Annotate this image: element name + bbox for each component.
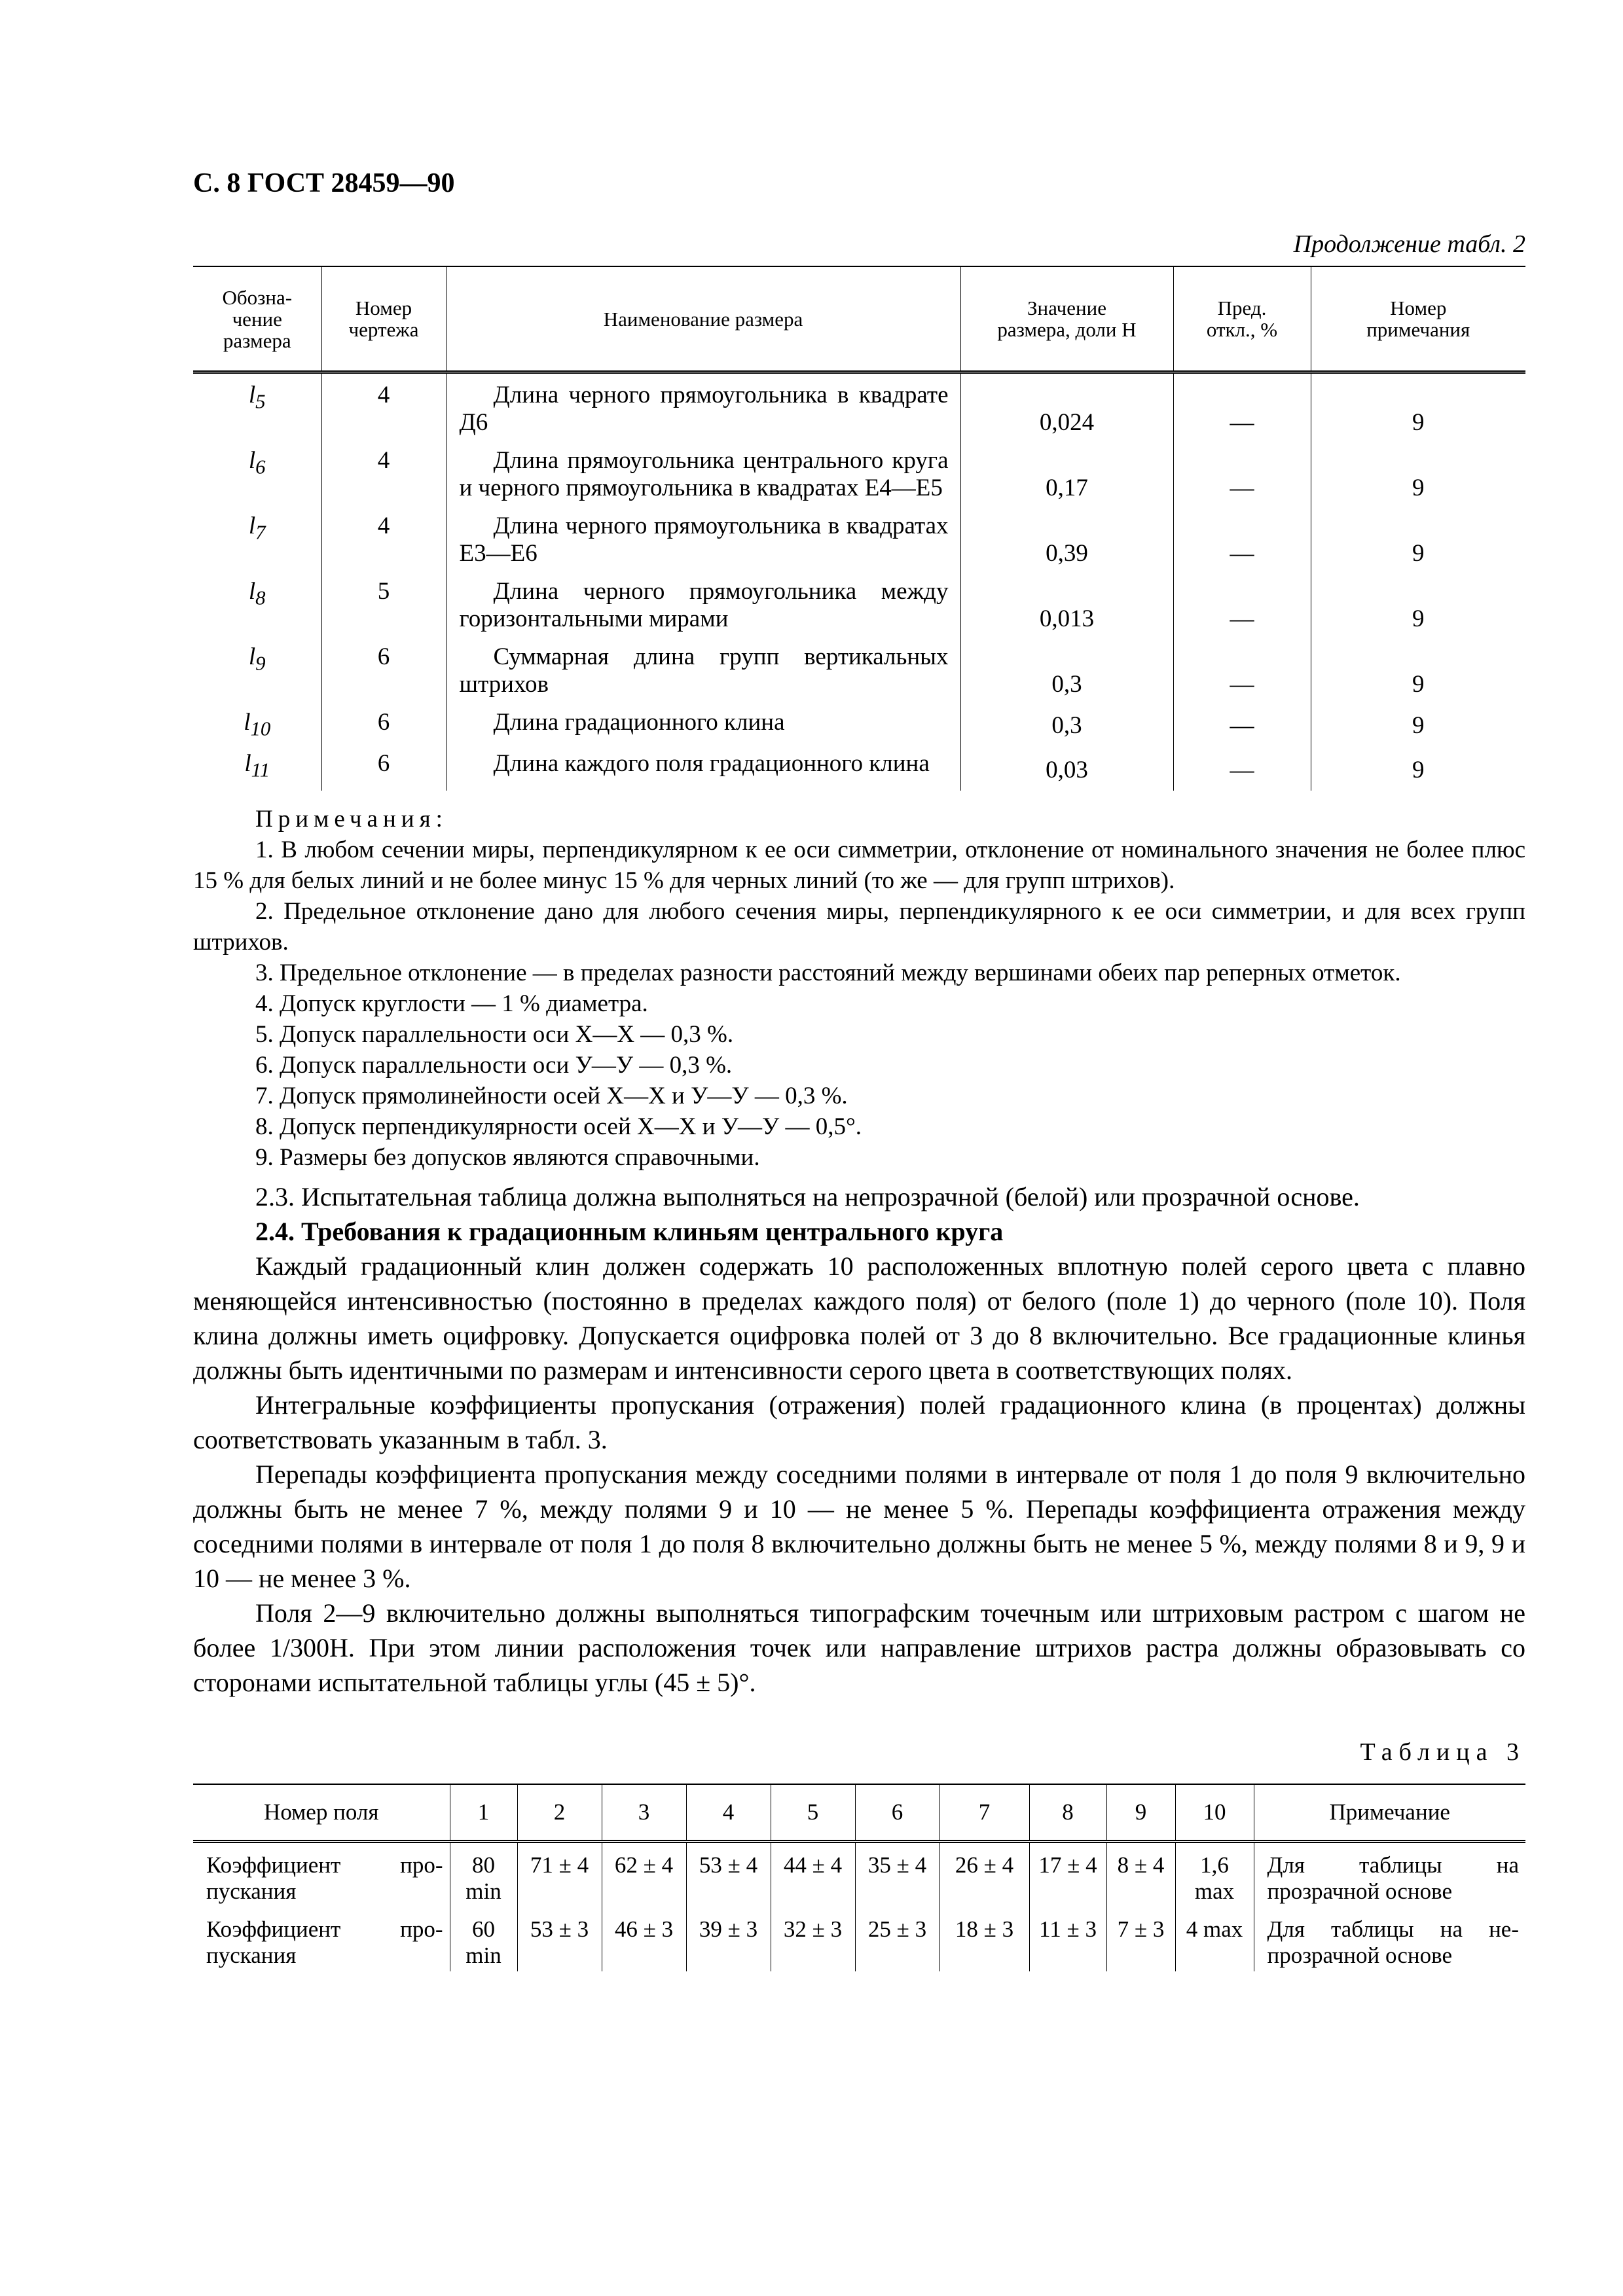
coefficient-cell: 44 ± 4 (771, 1841, 855, 1907)
note-cell: 9 (1311, 742, 1525, 790)
value-cell: 0,013 (960, 570, 1173, 636)
note-cell: 9 (1311, 570, 1525, 636)
col-header-symbol (193, 266, 321, 372)
field-number: 9 (1106, 1784, 1175, 1842)
tolerance-cell: — (1173, 439, 1311, 505)
note-cell: 9 (1311, 439, 1525, 505)
symbol-subscript: 7 (255, 521, 266, 544)
symbol-subscript: 9 (255, 652, 266, 675)
name-cell (446, 570, 960, 636)
symbol-cell (193, 701, 321, 742)
coefficient-cell: 39 ± 3 (686, 1907, 771, 1971)
table-notes (193, 804, 1525, 1173)
drawing-cell: 6 (321, 636, 446, 701)
value-cell: 0,3 (960, 701, 1173, 742)
coefficient-cell: 46 ± 3 (602, 1907, 686, 1971)
col-header-value-text: Значение размера, доли H (997, 296, 1137, 341)
name-text: Длина черного прямоугольника в квадратах Е3—Е6 (459, 512, 949, 567)
col-header-drawing (321, 266, 446, 372)
field-number: 1 (450, 1784, 517, 1842)
note-item: 5. Допуск параллельности оси X—X — 0,3 %. (255, 1020, 734, 1048)
symbol-base: l (248, 447, 256, 474)
value-cell: 0,39 (960, 505, 1173, 570)
name-text: Длина градационного клина (493, 709, 785, 736)
field-number: 10 (1175, 1784, 1254, 1842)
table-row (193, 505, 1525, 570)
paragraph: Поля 2—9 включительно должны выполняться типографским точечным или штриховым растром с шагом не более 1/300H. При этом линии расположения точек или направление штрихов растра должны образовывать со сторонами испытательной таблицы углы (45 ± 5)°. (193, 1598, 1525, 1697)
tolerance-cell: — (1173, 505, 1311, 570)
coefficient-cell: 25 ± 3 (855, 1907, 939, 1971)
row-label: Коэффициент про-пускания (206, 1916, 443, 1968)
symbol-cell (193, 570, 321, 636)
paragraph: Интегральные коэффициенты пропускания (отражения) полей градационного клина (в процентах) должны соответствовать указанным в табл. 3. (193, 1390, 1525, 1454)
note-item: 7. Допуск прямолинейности осей X—X и У—У — 0,3 %. (255, 1082, 848, 1109)
note-item: 3. Предельное отклонение — в пределах разности расстояний между вершинами обеих пар реперных отметок. (255, 959, 1401, 986)
coefficient-cell: 11 ± 3 (1029, 1907, 1106, 1971)
value-cell: 0,3 (960, 636, 1173, 701)
row-label: Коэффициент про-пускания (206, 1852, 443, 1904)
name-cell (446, 505, 960, 570)
note-item: 9. Размеры без допусков являются справочными. (255, 1143, 760, 1171)
coefficient-cell: 26 ± 4 (939, 1841, 1029, 1907)
name-text: Длина прямоугольника центрального круга и черного прямоугольника в квадратах Е4—Е5 (459, 447, 949, 501)
drawing-cell: 5 (321, 570, 446, 636)
coefficient-cell: 62 ± 4 (602, 1841, 686, 1907)
table-row (193, 372, 1525, 440)
symbol-subscript: 6 (255, 456, 266, 478)
table-row (193, 1841, 1525, 1907)
tolerance-cell: — (1173, 570, 1311, 636)
field-number: 7 (939, 1784, 1029, 1842)
name-cell (446, 742, 960, 790)
col-header-tolerance (1173, 266, 1311, 372)
col-header-tolerance-text: Пред. откл., % (1206, 296, 1278, 341)
note-cell: 9 (1311, 701, 1525, 742)
tolerance-cell: — (1173, 372, 1311, 440)
coefficient-cell: 53 ± 3 (517, 1907, 602, 1971)
drawing-cell: 4 (321, 505, 446, 570)
dimensions-table-header (193, 266, 1525, 372)
table-row (193, 636, 1525, 701)
col-header-note: Примечание (1254, 1784, 1525, 1842)
transmission-table-header (193, 1784, 1525, 1842)
row-note: Для таблицы на прозрачной основе (1254, 1841, 1525, 1907)
name-cell (446, 372, 960, 440)
coefficient-cell: 17 ± 4 (1029, 1841, 1106, 1907)
drawing-cell: 6 (321, 742, 446, 790)
name-cell (446, 439, 960, 505)
symbol-base: l (248, 643, 256, 670)
col-header-symbol-text: Обозна- чение размера (222, 285, 293, 352)
symbol-cell (193, 742, 321, 790)
note-item: 6. Допуск параллельности оси У—У — 0,3 %. (255, 1051, 733, 1079)
coefficient-cell: 4 max (1175, 1907, 1254, 1971)
symbol-base: l (244, 709, 251, 736)
table-row (193, 439, 1525, 505)
field-number: 3 (602, 1784, 686, 1842)
page-header: С. 8 ГОСТ 28459—90 (193, 168, 455, 198)
drawing-cell: 4 (321, 372, 446, 440)
field-number: 8 (1029, 1784, 1106, 1842)
value-cell: 0,024 (960, 372, 1173, 440)
symbol-cell (193, 439, 321, 505)
col-header-note-text: Номер примечания (1366, 296, 1470, 341)
symbol-base: l (248, 512, 256, 539)
notes-title: Примечания: (255, 805, 448, 833)
coefficient-cell: 32 ± 3 (771, 1907, 855, 1971)
tolerance-cell: — (1173, 742, 1311, 790)
col-header-name-text: Наименование размера (603, 307, 803, 331)
drawing-cell: 6 (321, 701, 446, 742)
name-text: Длина черного прямоугольника между горизонтальными мирами (459, 578, 949, 632)
tolerance-cell: — (1173, 701, 1311, 742)
row-note: Для таблицы на не-прозрачной основе (1254, 1907, 1525, 1971)
table-row (193, 701, 1525, 742)
coefficient-cell: 7 ± 3 (1106, 1907, 1175, 1971)
name-cell (446, 701, 960, 742)
symbol-cell (193, 636, 321, 701)
symbol-base: l (248, 578, 256, 605)
note-item: 2. Предельное отклонение дано для любого сечения миры, перпендикулярного к ее оси симметрии, и для всех групп штрихов. (193, 897, 1525, 956)
paragraph: Каждый градационный клин должен содержать 10 расположенных вплотную полей серого цвета с плавно меняющейся интенсивностью (постоянно в пределах каждого поля) от белого (поле 1) до черного (поле 10). Поля клина должны иметь оцифровку. Допускается оцифровка полей от 3 до 8 включительно. Все градационные клинья должны быть идентичными по размерам и интенсивности серого цвета в соответствующих полях. (193, 1251, 1525, 1385)
note-cell: 9 (1311, 505, 1525, 570)
coefficient-cell: 80 min (450, 1841, 517, 1907)
value-cell: 0,03 (960, 742, 1173, 790)
table-row (193, 1907, 1525, 1971)
transmission-table (193, 1784, 1525, 1971)
coefficient-cell: 53 ± 4 (686, 1841, 771, 1907)
dimensions-table (193, 266, 1525, 791)
note-item: 1. В любом сечении миры, перпендикулярном к ее оси симметрии, отклонение от номинального значения не более плюс 15 % для белых линий и не более минус 15 % для черных линий (то же — для групп штрихов). (193, 836, 1525, 894)
coefficient-cell: 60 min (450, 1907, 517, 1971)
name-text: Длина черного прямоугольника в квадрате Д6 (459, 382, 949, 436)
coefficient-cell: 18 ± 3 (939, 1907, 1029, 1971)
table-continuation-caption: Продолжение табл. 2 (1293, 230, 1525, 258)
coefficient-cell: 71 ± 4 (517, 1841, 602, 1907)
field-number: 4 (686, 1784, 771, 1842)
note-item: 8. Допуск перпендикулярности осей X—X и У—У — 0,5°. (255, 1113, 862, 1140)
col-header-drawing-text: Номер чертежа (348, 296, 419, 341)
note-cell: 9 (1311, 636, 1525, 701)
coefficient-cell: 8 ± 4 (1106, 1841, 1175, 1907)
col-header-note (1311, 266, 1525, 372)
table-row (193, 570, 1525, 636)
field-number: 5 (771, 1784, 855, 1842)
body-text (193, 1179, 1525, 1700)
section-heading-2-4: 2.4. Требования к градационным клиньям центрального круга (255, 1216, 1004, 1246)
coefficient-cell: 1,6 max (1175, 1841, 1254, 1907)
table3-caption: Таблица 3 (1360, 1738, 1525, 1766)
col-header-field-number: Номер поля (264, 1799, 379, 1825)
name-text: Длина каждого поля градационного клина (493, 750, 930, 778)
paragraph: Перепады коэффициента пропускания между соседними полями в интервале от поля 1 до поля 9 включительно должны быть не менее 7 %, между полями 9 и 10 — не менее 5 %. Перепады коэффициента отражения между соседними полями в интервале от поля 1 до поля 8 включительно должны быть не менее 5 %, между полями 8 и 9, 9 и 10 — не менее 3 %. (193, 1459, 1525, 1593)
note-cell: 9 (1311, 372, 1525, 440)
value-cell: 0,17 (960, 439, 1173, 505)
symbol-cell (193, 505, 321, 570)
symbol-subscript: 8 (255, 586, 266, 609)
name-text: Суммарная длина групп вертикальных штрихов (459, 643, 949, 698)
field-number: 6 (855, 1784, 939, 1842)
symbol-base: l (248, 382, 256, 408)
symbol-cell (193, 372, 321, 440)
symbol-subscript: 5 (255, 390, 266, 413)
tolerance-cell: — (1173, 636, 1311, 701)
symbol-base: l (244, 750, 251, 778)
field-number: 2 (517, 1784, 602, 1842)
document-page (193, 157, 1525, 1971)
name-cell (446, 636, 960, 701)
symbol-subscript: 11 (251, 759, 270, 781)
col-header-value (960, 266, 1173, 372)
table-row (193, 742, 1525, 790)
note-item: 4. Допуск круглости — 1 % диаметра. (255, 990, 648, 1017)
symbol-subscript: 10 (250, 717, 271, 740)
coefficient-cell: 35 ± 4 (855, 1841, 939, 1907)
drawing-cell: 4 (321, 439, 446, 505)
col-header-name (446, 266, 960, 372)
paragraph-2-3: 2.3. Испытательная таблица должна выполняться на непрозрачной (белой) или прозрачной основе. (255, 1181, 1360, 1211)
